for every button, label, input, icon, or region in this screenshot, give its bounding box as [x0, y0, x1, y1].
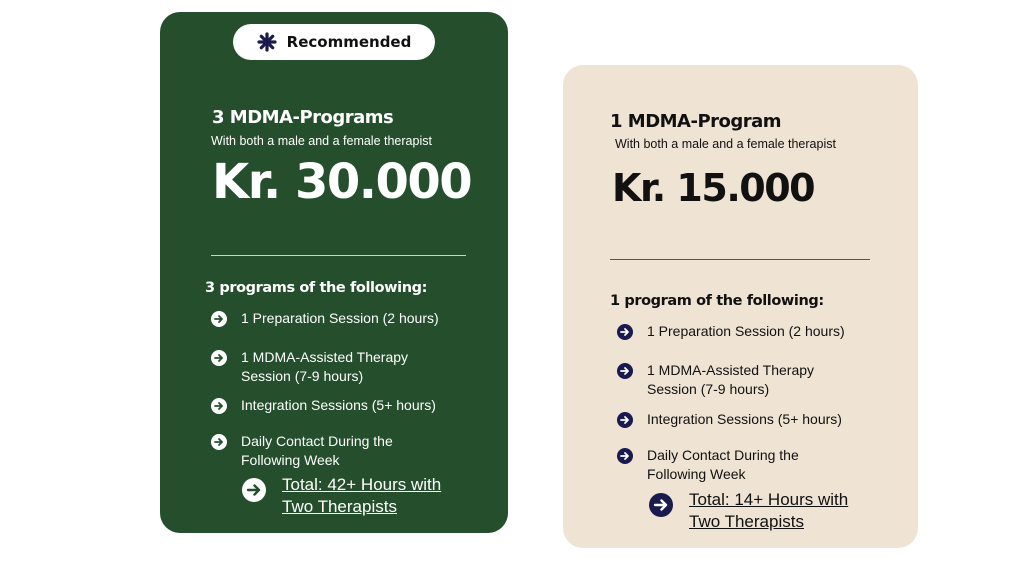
recommended-plan-card	[160, 12, 508, 533]
total-text: Total: 14+ Hours with	[689, 490, 849, 509]
recommended-badge	[233, 24, 435, 60]
list-item	[211, 348, 408, 386]
item-text: Session (7-9 hours)	[647, 381, 770, 397]
list-item	[211, 396, 436, 415]
arrow-right-circle-icon	[617, 412, 633, 428]
section-heading: 1 program of the following:	[610, 293, 824, 309]
plan-subtitle: With both a male and a female therapist	[211, 134, 432, 148]
list-item	[617, 361, 814, 399]
divider	[211, 255, 466, 256]
item-text: Following Week	[241, 452, 340, 468]
list-item	[617, 410, 842, 429]
total-text: Two Therapists	[689, 512, 804, 531]
list-item	[211, 309, 439, 328]
item-text: 1 MDMA-Assisted Therapy	[241, 349, 409, 365]
basic-plan-card	[563, 65, 918, 548]
item-text: 1 Preparation Session (2 hours)	[241, 310, 439, 326]
item-text: 1 Preparation Session (2 hours)	[647, 323, 845, 339]
plan-price: Kr. 30.000	[212, 154, 472, 210]
total-text: Total: 42+ Hours with	[282, 475, 442, 494]
badge-label: Recommended	[286, 33, 412, 51]
plan-title: 3 MDMA-Programs	[212, 107, 394, 128]
list-item	[617, 446, 799, 484]
arrow-right-circle-icon	[211, 311, 227, 327]
total-text: Two Therapists	[282, 497, 397, 516]
plan-subtitle: With both a male and a female therapist	[615, 137, 836, 151]
total-hours-link[interactable]	[649, 489, 848, 533]
arrow-right-circle-icon	[242, 478, 266, 502]
arrow-right-circle-icon	[211, 398, 227, 414]
arrow-right-circle-icon	[617, 448, 633, 464]
item-text: 1 MDMA-Assisted Therapy	[647, 362, 815, 378]
plan-price: Kr. 15.000	[612, 166, 815, 210]
arrow-right-circle-icon	[211, 434, 227, 450]
list-item	[211, 432, 393, 470]
item-text: Daily Contact During the	[647, 447, 799, 463]
plan-title: 1 MDMA-Program	[610, 111, 782, 132]
asterisk-icon	[257, 32, 277, 52]
list-item	[617, 322, 845, 341]
item-text: Integration Sessions (5+ hours)	[647, 411, 842, 427]
total-hours-link[interactable]	[242, 474, 441, 518]
arrow-right-circle-icon	[617, 363, 633, 379]
item-text: Integration Sessions (5+ hours)	[241, 397, 436, 413]
arrow-right-circle-icon	[649, 493, 673, 517]
arrow-right-circle-icon	[211, 350, 227, 366]
divider	[610, 259, 870, 260]
item-text: Session (7-9 hours)	[241, 368, 364, 384]
section-heading: 3 programs of the following:	[205, 280, 428, 296]
arrow-right-circle-icon	[617, 324, 633, 340]
item-text: Following Week	[647, 466, 746, 482]
item-text: Daily Contact During the	[241, 433, 393, 449]
